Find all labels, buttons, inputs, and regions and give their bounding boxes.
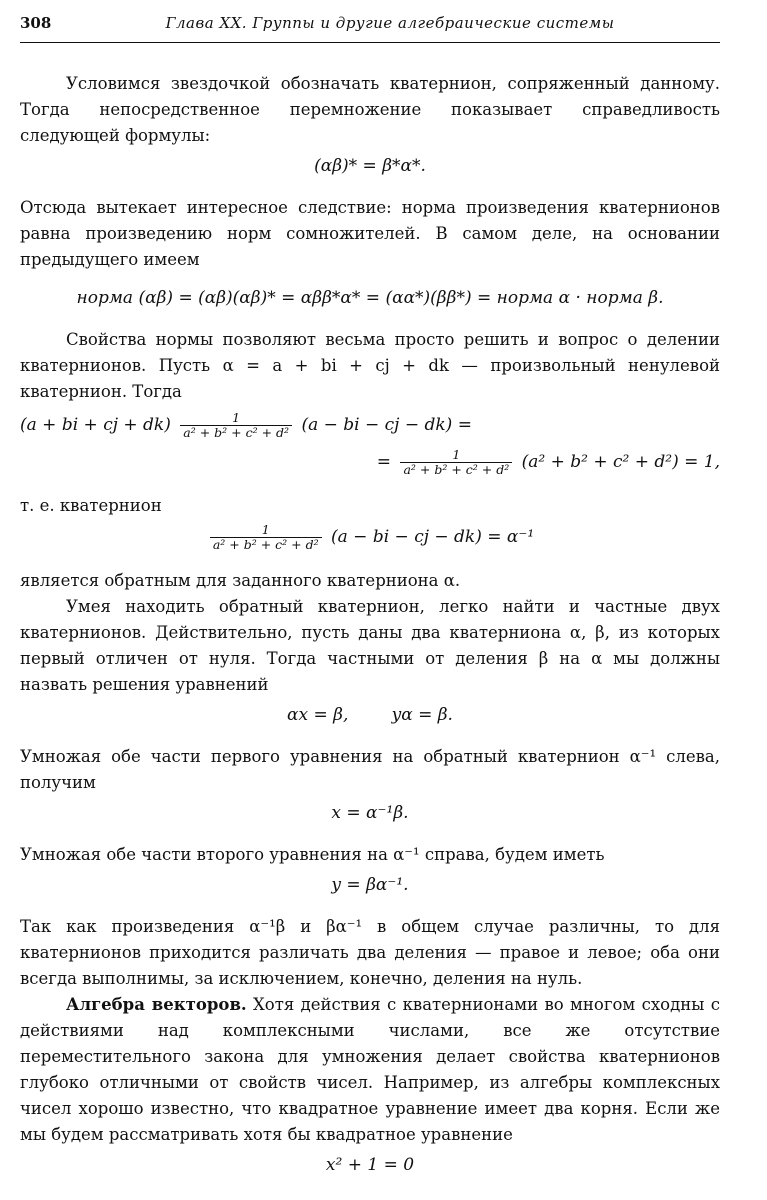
formula-part: =: [376, 452, 392, 472]
formula-conjugate-product: (αβ)* = β*α*.: [314, 156, 426, 176]
fraction-numerator: 1: [210, 523, 322, 538]
paragraph-6: Умея находить обратный кватернион, легко найти и частные двух кватернионов. Действительно, пусть даны два кватерниона α, β, из которых первый отличен от нуля. Тогда частными от деления β на α мы должны назвать решения уравнений: [20, 597, 720, 694]
fraction: [210, 523, 322, 552]
paragraph-10-text: Хотя действия с кватернионами во многом сходны с действиями над комплексными числами, все же отсутствие переместительного закона для умножения делает свойства кватернионов глубоко отличными от свойств чисел. Например, из алгебры комплексных чисел хорошо известно, что квадратное уравнение имеет два корня. Если же мы будем рассматривать хотя бы квадратное уравнение: [20, 995, 720, 1144]
book-page: [20, 14, 720, 1186]
formula-part: (a − bi − cj − dk) =: [301, 415, 472, 435]
formula-part: (a + bi + cj + dk): [20, 415, 171, 435]
fraction-numerator: 1: [180, 411, 292, 426]
fraction-denominator: a² + b² + c² + d²: [212, 537, 319, 552]
paragraph-5: является обратным для заданного кватерниона α.: [20, 571, 461, 590]
paragraph-7: Умножая обе части первого уравнения на обратный кватернион α⁻¹ слева, получим: [20, 747, 720, 792]
formula-x: x = α⁻¹β.: [331, 803, 409, 823]
running-header: [20, 14, 720, 43]
fraction: [180, 411, 292, 440]
fraction: [400, 448, 512, 477]
fraction-denominator: a² + b² + c² + d²: [403, 462, 510, 477]
formula-part: (a − bi − cj − dk) = α⁻¹: [331, 527, 535, 547]
paragraph-9: Так как произведения α⁻¹β и βα⁻¹ в общем случае различны, то для кватернионов приходится различать два деления — правое и левое; оба они всегда выполнимы, за исключением, конечно, деления на нуль.: [20, 917, 720, 988]
page-number: 308: [20, 14, 52, 32]
paragraph-1: Условимся звездочкой обозначать кватернион, сопряженный данному. Тогда непосредственное перемножение показывает справедливость следующей формулы:: [20, 74, 720, 145]
formula-inverse-line-2: [20, 448, 720, 477]
section-heading: Алгебра векторов.: [66, 995, 247, 1014]
formula-part: (a² + b² + c² + d²) = 1,: [521, 452, 720, 472]
formula-inverse-result: [20, 523, 720, 552]
paragraph-10: [20, 992, 720, 1148]
paragraph-8: Умножая обе части второго уравнения на α⁻¹ справа, будем иметь: [20, 845, 605, 864]
paragraph-3: Свойства нормы позволяют весьма просто решить и вопрос о делении кватернионов. Пусть α = a + bi + cj + dk — произвольный ненулевой кватернион. Тогда: [20, 330, 720, 401]
paragraph-2: Отсюда вытекает интересное следствие: норма произведения кватернионов равна произведению норм сомножителей. В самом деле, на основании предыдущего имеем: [20, 198, 720, 269]
formula-equations: αx = β, yα = β.: [287, 705, 453, 725]
formula-y: y = βα⁻¹.: [331, 875, 409, 895]
fraction-denominator: a² + b² + c² + d²: [183, 425, 290, 440]
paragraph-4: т. е. кватернион: [20, 496, 162, 515]
formula-inverse-line-1: [20, 411, 720, 440]
formula-quadratic: x² + 1 = 0: [325, 1155, 415, 1175]
fraction-numerator: 1: [400, 448, 512, 463]
chapter-title: Глава XX. Группы и другие алгебраические системы: [165, 14, 615, 32]
formula-norm-product: норма (αβ) = (αβ)(αβ)* = αββ*α* = (αα*)(ββ*) = норма α · норма β.: [76, 288, 664, 308]
